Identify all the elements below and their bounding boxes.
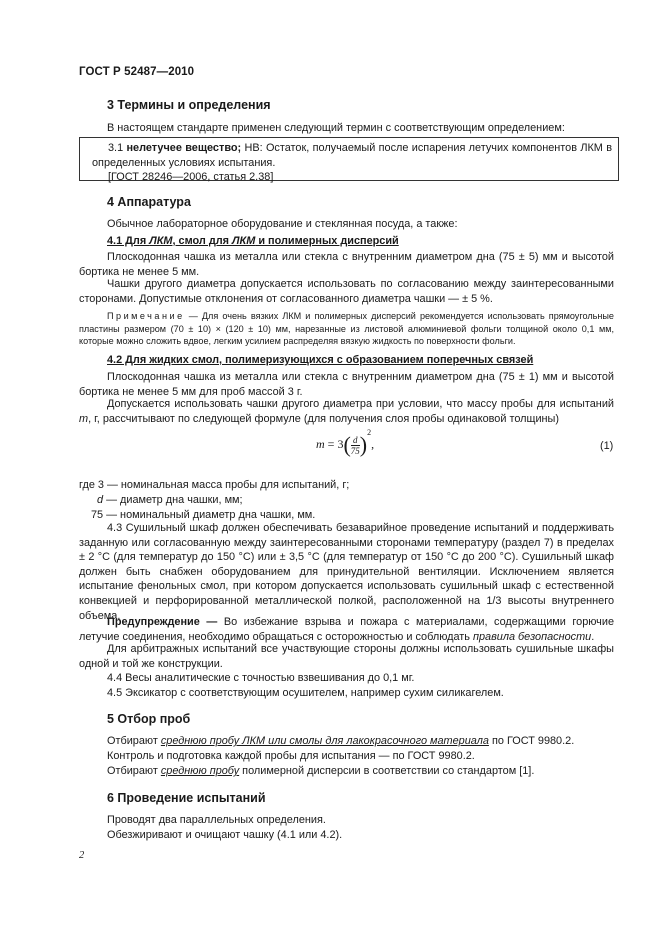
section-5-title: 5 Отбор проб [107, 712, 191, 726]
paragraph-4-4: 4.4 Весы аналитические с точностью взвешивания до 0,1 мг. [107, 672, 415, 684]
term-definition [92, 141, 612, 170]
formula-denominator: 75 [350, 445, 360, 456]
section-6-line-2: Обезжиривают и очищают чашку (4.1 или 4.2). [107, 829, 343, 841]
term-definition-box [79, 137, 619, 181]
section-4-intro: Обычное лабораторное оборудование и стеклянная посуда, а также: [107, 218, 458, 230]
formula-lhs: m [316, 436, 325, 451]
note-paragraph [79, 310, 614, 348]
s41-part: ЛКМ [232, 235, 256, 247]
paragraph-formula-intro [79, 397, 614, 426]
formula-fraction [351, 435, 360, 456]
text-italic: среднюю пробу ЛКМ или смолы для лакокрасочного материала [160, 735, 489, 747]
s41-part: ЛКМ [149, 235, 173, 247]
where-line-1: где 3 — номинальная масса пробы для испытаний, г; [79, 479, 350, 491]
section-5-line-2: Контроль и подготовка каждой пробы для испытания — по ГОСТ 9980.2. [107, 750, 475, 762]
paragraph-arbitrage: Для арбитражных испытаний все участвующие стороны должны использовать сушильные шкафы одной и той же конструкции. [79, 643, 614, 670]
paragraph-4-5: 4.5 Эксикатор с соответствующим осушителем, например сухим силикагелем. [107, 687, 504, 699]
warning-label: Предупреждение — [107, 616, 218, 628]
paragraph-dish-other: Чашки другого диаметра допускается использовать по согласованию между заинтересованными сторонами. Допустимые отклонения от согласованного диаметра чашки — ± 5 %. [79, 278, 614, 305]
where-2-text: — диаметр дна чашки, мм; [103, 494, 243, 506]
text-part: Отбирают [107, 735, 161, 747]
where-line-3: 75 — номинальный диаметр дна чашки, мм. [91, 509, 316, 521]
s41-part: 4.1 Для [107, 235, 150, 247]
paragraph-dish-1: Плоскодонная чашка из металла или стекла с внутренним диаметром дна (75 ± 5) мм и высотой бортика не менее 5 мм. [79, 251, 614, 278]
formula-eq: = 3 [324, 436, 344, 451]
section-6-title: 6 Проведение испытаний [107, 791, 266, 805]
warning-italic: правила безопасности [472, 630, 592, 643]
section-5-line-3 [107, 764, 642, 779]
s41-part: и полимерных дисперсий [255, 235, 399, 247]
s41-part: , смол для [172, 235, 233, 247]
term-name: нелетучее вещество; [126, 142, 242, 154]
page-number: 2 [79, 850, 85, 861]
var-m: m [79, 412, 89, 425]
paragraph-dish-2: Плоскодонная чашка из металла или стекла с внутренним диаметром дна (75 ± 1) мм и высотой бортика не менее 5 мм для проб массой 3 г. [79, 371, 614, 398]
section-6-line-1: Проводят два параллельных определения. [107, 814, 326, 826]
formula-numerator: d [351, 435, 360, 446]
text-part: Допускается использовать чашки другого диаметра при условии, что массу пробы для испытаний [107, 398, 614, 410]
formula-exponent: 2 [367, 427, 372, 437]
text-part: по ГОСТ 9980.2. [488, 735, 575, 747]
text-part: полимерной дисперсии в соответствии со стандартом [1]. [239, 765, 535, 777]
where-line-2 [97, 493, 632, 508]
warning-end: . [591, 630, 595, 643]
text-part: , г, рассчитывают по следующей формуле (для получения слоя пробы одинаковой толщины) [88, 412, 560, 425]
warning-text: Во избежание взрыва и пожара с материалами, содержащими горючие летучие соединения, необходимо обращаться с осторожностью и соблюдать [79, 616, 614, 643]
text-italic: среднюю пробу [160, 765, 240, 777]
text-part: Отбирают [107, 765, 161, 777]
term-source: [ГОСТ 28246—2006, статья 2.38] [108, 171, 274, 183]
paragraph-4-3: 4.3 Сушильный шкаф должен обеспечивать безаварийное проведение испытаний и поддерживать заданную или согласованную между заинтересованными сторонами температуру (раздел 7) в пределах ± 2 °С (для температур до 150 °С) или ± 3,5 °С (для температур от 150 °С до 200 °С). Сушильный шкаф должен быть снабжен оборудованием для принудительной вентиляции. Исключением является испытание фенольных смол, при котором допускается использовать сушильный шкаф с естественной конвекцией и перфорированной металлической полкой, расположенной на 1/3 высоты внутреннего объема. [79, 522, 614, 622]
var-d: d [97, 494, 104, 506]
section-3-title: 3 Термины и определения [107, 98, 271, 112]
term-text: НВ: Остаток, получаемый после испарения летучих компонентов ЛКМ в определенных условиях испытания. [92, 142, 612, 169]
subsection-4-2-title: 4.2 Для жидких смол, полимеризующихся с образованием поперечных связей [107, 354, 534, 366]
note-label: Примечание [107, 311, 185, 321]
equation-number: (1) [600, 440, 614, 452]
warning-paragraph [79, 615, 614, 644]
section-4-title: 4 Аппаратура [107, 195, 191, 209]
formula-tail: , [371, 436, 375, 451]
document-header: ГОСТ Р 52487—2010 [79, 66, 195, 78]
formula: m = 3( $\frac{d}{75}$ )$^2$, [316, 427, 375, 457]
section-3-intro: В настоящем стандарте применен следующий термин с соответствующим определением: [107, 122, 565, 134]
term-number: 3.1 [108, 142, 127, 154]
section-5-line-1 [107, 734, 642, 749]
note-text: — Для очень вязких ЛКМ и полимерных дисперсий рекомендуется использовать прямоугольные пластины размером (70 ± 10) × (120 ± 10) мм, нарезанные из листовой алюминиевой фольги толщиной около 0,1 мм, которые можно сложить вдвое, легким усилием распределяя вязкую жидкость по поверхности фольги. [79, 311, 614, 347]
subsection-4-1-title [107, 234, 642, 249]
